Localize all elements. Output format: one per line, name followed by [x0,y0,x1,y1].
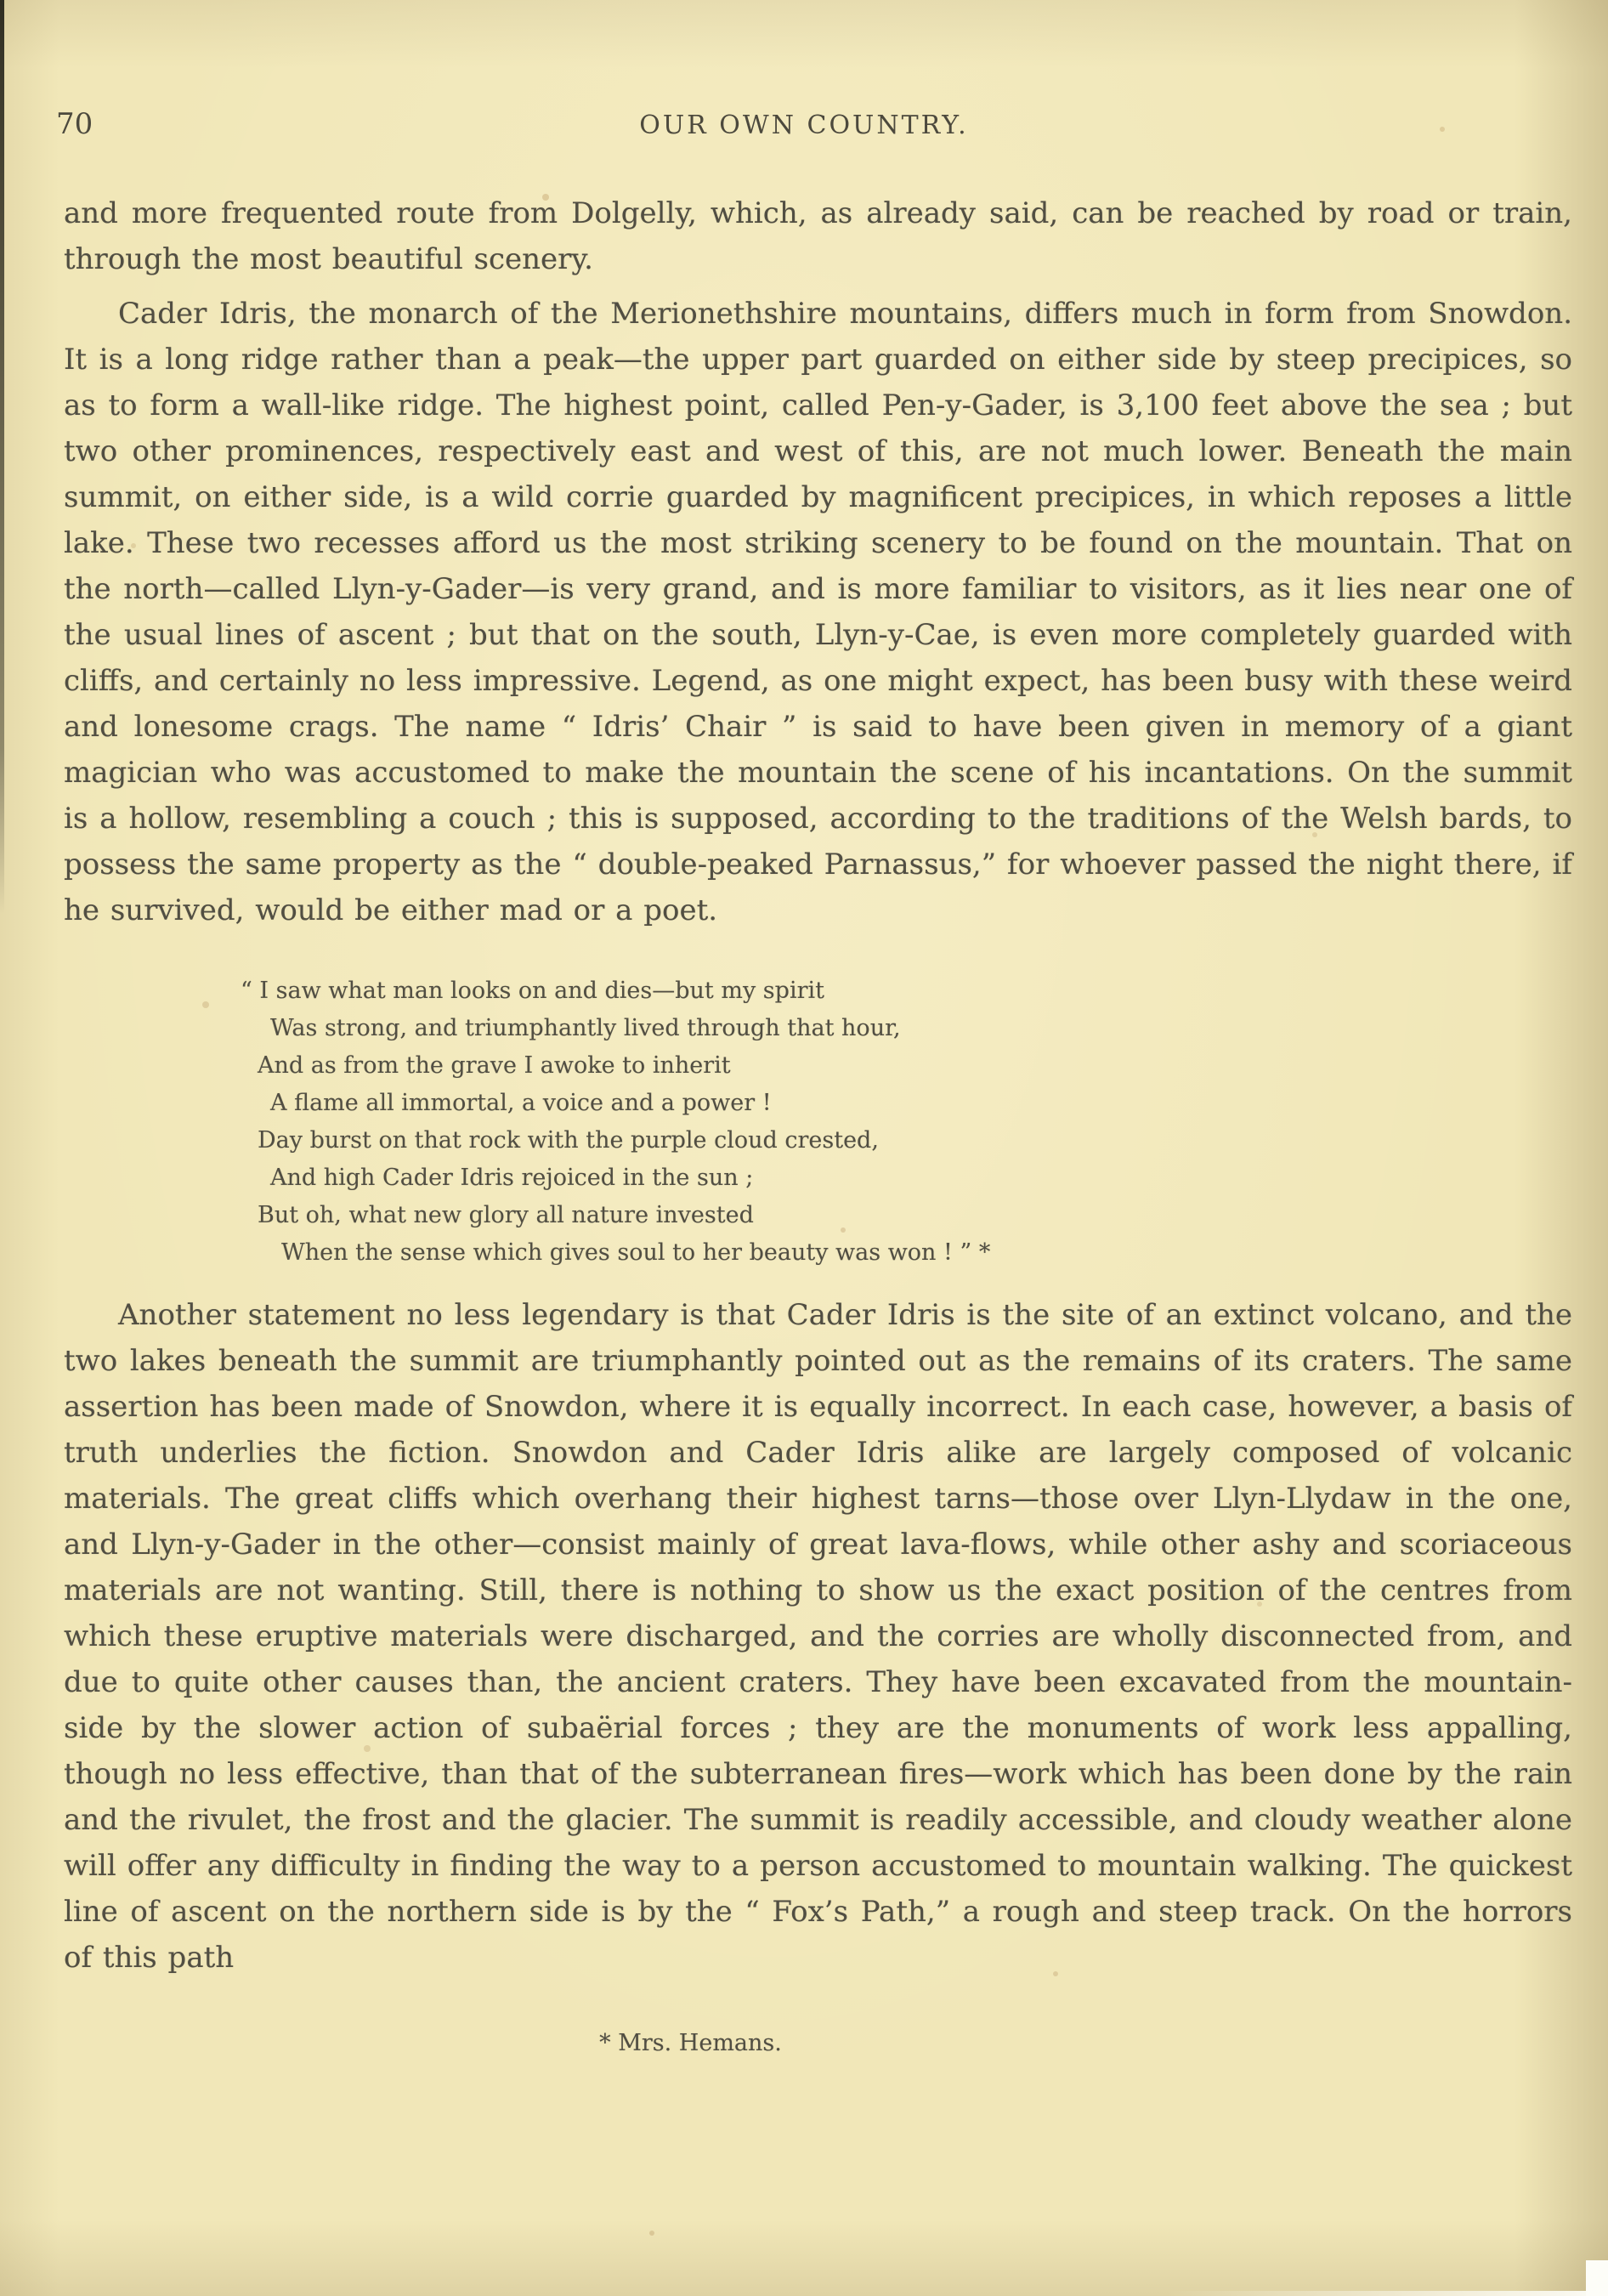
paragraph-extinct-volcano: Another statement no less legendary is that Cader Idris is the site of an extinct volcano, and the two lakes beneath the summit are triumphantly pointed out as the remains of its craters. The same assertion has been made of Snowdon, where it is equally incorrect. In each case, however, a basis of truth underlies the fiction. Snowdon and Cader Idris alike are largely composed of volcanic materials. The great cliffs which overhang their highest tarns—those over Llyn-Llydaw in the one, and Llyn-y-Gader in the other—consist mainly of great lava-flows, while other ashy and scoriaceous materials are not wanting. Still, there is nothing to show us the exact position of the centres from which these eruptive materials were discharged, and the corries are wholly disconnected from, and due to quite other causes than, the ancient craters. They have been excavated from the mountain-side by the slower action of subaërial forces ; they are the monuments of work less appalling, though no less effective, than that of the subterranean fires—work which has been done by the rain and the rivulet, the frost and the glacier. The summit is readily accessible, and cloudy weather alone will offer any difficulty in finding the way to a person accustomed to mountain walking. The quickest line of ascent on the northern side is by the “ Fox’s Path,” a rough and steep track. On the horrors of this path [64,1298,1572,1975]
text-block [64,190,1572,2056]
poem-line: When the sense which gives soul to her beauty was won ! ” * [281,1239,991,1266]
poem-line: A flame all immortal, a voice and a power ! [270,1090,772,1116]
paragraph-cader-idris: Cader Idris, the monarch of the Merionethshire mountains, differs much in form from Snowdon. It is a long ridge rather than a peak—the upper part guarded on either side by steep precipices, so as to form a wall-like ridge. The highest point, called Pen-y-Gader, is 3,100 feet above the sea ; but two other prominences, respectively east and west of this, are not much lower. Beneath the main summit, on either side, is a wild corrie guarded by magnificent precipices, in which reposes a little lake. These two recesses afford us the most striking scenery to be found on the mountain. That on the north—called Llyn-y-Gader—is very grand, and is more familiar to visitors, as it lies near one of the usual lines of ascent ; but that on the south, Llyn-y-Cae, is even more completely guarded with cliffs, and certainly no less impressive. Legend, as one might expect, has been busy with these weird and lonesome crags. The name “ Idris’ Chair ” is said to have been given in memory of a giant magician who was accustomed to make the mountain the scene of his incantations. On the summit is a hollow, resembling a couch ; this is supposed, according to the traditions of the Welsh bards, to possess the same property as the “ double-peaked Parnassus,” for whoever passed the night there, if he survived, would be either mad or a poet. [64,297,1572,927]
running-title: OUR OWN COUNTRY. [639,111,969,140]
scan-corner-artifact [1586,2260,1608,2296]
poem-line: Was strong, and triumphantly lived through that hour, [270,1015,901,1041]
running-head [0,107,1608,145]
poem-line: “ I saw what man looks on and dies—but my spirit [241,978,824,1004]
page-number: 70 [56,107,93,141]
scan-edge-artifact-bottom [1166,2291,1608,2296]
poem-line: But oh, what new glory all nature invested [258,1202,754,1228]
poem-line: Day burst on that rock with the purple cloud crested, [258,1127,879,1154]
poem-quotation [241,972,1572,1272]
poem-line: And as from the grave I awoke to inherit [258,1052,731,1079]
poem-line: And high Cader Idris rejoiced in the sun ; [270,1165,754,1191]
paragraph-route-from-dolgelly: and more frequented route from Dolgelly, which, as already said, can be reached by road or train, through the most beautiful scenery. [64,196,1572,276]
footnote-attribution: * Mrs. Hemans. [599,2030,782,2056]
